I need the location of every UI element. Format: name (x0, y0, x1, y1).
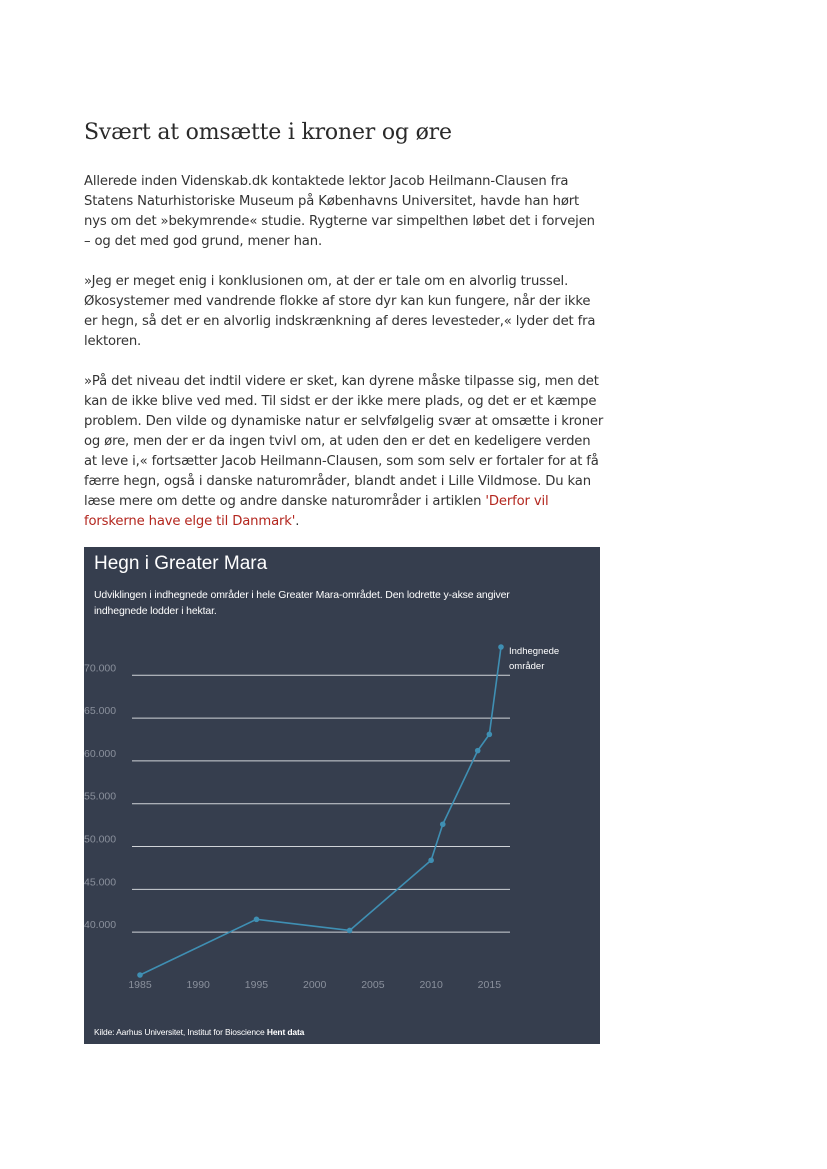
x-tick-label: 2005 (361, 979, 385, 991)
download-data-link[interactable]: Hent data (266, 1027, 305, 1037)
data-point (254, 917, 260, 923)
y-tick-label: 65.000 (84, 705, 117, 718)
data-point (428, 857, 434, 863)
section-heading: Svært at omsætte i kroner og øre (84, 120, 452, 145)
series-line (140, 647, 501, 975)
x-tick-label: 2000 (302, 979, 327, 991)
paragraph-3-text: »På det niveau det indtil videre er sket, kan dyrene måske tilpasse sig, men det kan de ikke blive ved med. Til sidst er der ikke mere plads, og det er et kæmpe problem. Den vilde og dynamiske natur er selvfølgelig svær at omsætte i kroner og øre, men der er da ingen tvivl om, at uden den er det en kedeligere verden at leve i,« fortsætter Jacob Heilmann-Clausen, som som selv er fortaler for at få færre hegn, også i danske naturområder, blandt andet i Lille Vildmose. Du kan læse mere om dette og andre danske naturområder i artiklen (84, 374, 604, 509)
chart-container (84, 547, 600, 1044)
data-point (137, 972, 143, 978)
y-tick-label: 40.000 (84, 919, 117, 932)
source-label: Kilde: Aarhus Universitet, Institut for Bioscience (94, 1027, 265, 1037)
article-link[interactable]: 'Derfor vil forskerne have elge til Danmark' (84, 494, 549, 529)
line-chart (84, 547, 600, 1044)
y-tick-label: 70.000 (84, 662, 117, 675)
x-tick-label: 1985 (128, 979, 152, 991)
x-tick-label: 2010 (419, 979, 443, 991)
data-point (347, 928, 353, 934)
x-tick-label: 2015 (477, 979, 502, 991)
series-label: Indhegnede områder (509, 646, 560, 672)
paragraph-2: »Jeg er meget enig i konklusionen om, at der er tale om en alvorlig trussel. Økosystemer med vandrende flokke af store dyr kan kun fungere, når der ikke er hegn, så det er en alvorlig indskrænkning af deres levesteder,« lyder det fra lektoren. (84, 274, 596, 349)
chart-source (94, 1022, 304, 1042)
chart-title: Hegn i Greater Mara (94, 553, 268, 574)
data-point (440, 821, 446, 827)
y-tick-label: 60.000 (84, 747, 117, 760)
y-tick-label: 45.000 (84, 876, 117, 889)
x-tick-label: 1990 (186, 979, 210, 991)
y-tick-label: 50.000 (84, 833, 117, 846)
data-point (475, 748, 481, 754)
chart-subtitle: Udviklingen i indhegnede områder i hele Greater Mara-området. Den lodrette y-akse angiver indhegnede lodder i hektar. (94, 589, 510, 617)
paragraph-1: Allerede inden Videnskab.dk kontaktede lektor Jacob Heilmann-Clausen fra Statens Naturhistoriske Museum på Københavns Universitet, havde han hørt nys om det »bekymrende« studie. Rygterne var simpelthen løbet det i forvejen – og det med god grund, mener han. (84, 174, 595, 249)
paragraph-3-end: . (295, 514, 300, 529)
data-point (487, 732, 493, 738)
article (84, 118, 604, 552)
y-tick-label: 55.000 (84, 790, 117, 803)
paragraph-3 (84, 372, 604, 532)
x-tick-label: 1995 (244, 979, 269, 991)
data-point (498, 644, 504, 650)
